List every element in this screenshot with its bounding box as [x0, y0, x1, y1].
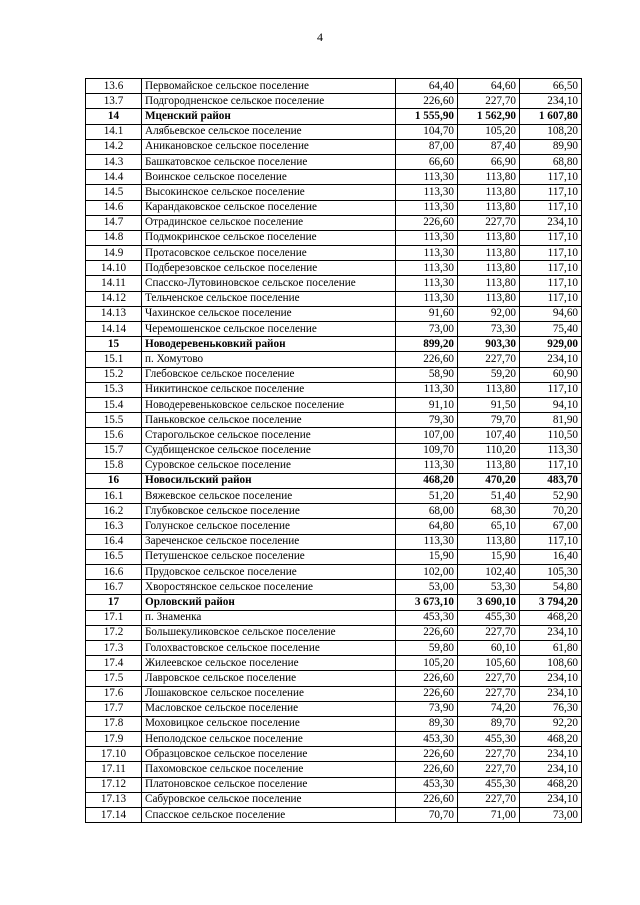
- table-body: [86, 79, 582, 823]
- row-number-cell: 17.5: [86, 671, 142, 686]
- row-number-cell: 17.4: [86, 656, 142, 671]
- table-row: [86, 732, 582, 747]
- settlement-name-cell: Глубковское сельское поселение: [142, 504, 396, 519]
- settlement-name-cell: Тельченское сельское поселение: [142, 291, 396, 306]
- settlement-name-cell: Голунское сельское поселение: [142, 519, 396, 534]
- value-cell-3: 92,20: [520, 716, 582, 731]
- settlement-name-cell: Спасско-Лутовиновское сельское поселение: [142, 276, 396, 291]
- value-cell-3: 117,10: [520, 291, 582, 306]
- value-cell-2: 59,20: [458, 367, 520, 382]
- settlement-name-cell: Подмокринское сельское поселение: [142, 230, 396, 245]
- settlement-name-cell: Жилеевское сельское поселение: [142, 656, 396, 671]
- value-cell-3: 234,10: [520, 625, 582, 640]
- table-row: [86, 458, 582, 473]
- value-cell-1: 64,80: [396, 519, 458, 534]
- settlement-name-cell: Первомайское сельское поселение: [142, 79, 396, 94]
- value-cell-2: 113,80: [458, 185, 520, 200]
- value-cell-1: 113,30: [396, 534, 458, 549]
- settlement-name-cell: Глебовское сельское поселение: [142, 367, 396, 382]
- table-row: [86, 686, 582, 701]
- settlement-name-cell: Новодеревеньковкий район: [142, 337, 396, 352]
- value-cell-1: 109,70: [396, 443, 458, 458]
- settlement-name-cell: Большекуликовское сельское поселение: [142, 625, 396, 640]
- row-number-cell: 16.7: [86, 580, 142, 595]
- table-row: [86, 413, 582, 428]
- value-cell-3: 108,60: [520, 656, 582, 671]
- value-cell-1: 113,30: [396, 185, 458, 200]
- value-cell-2: 51,40: [458, 489, 520, 504]
- value-cell-1: 64,40: [396, 79, 458, 94]
- value-cell-3: 117,10: [520, 200, 582, 215]
- settlement-name-cell: Орловский район: [142, 595, 396, 610]
- row-number-cell: 16.2: [86, 504, 142, 519]
- value-cell-1: 226,60: [396, 762, 458, 777]
- row-number-cell: 14.8: [86, 230, 142, 245]
- settlement-name-cell: Зареченское сельское поселение: [142, 534, 396, 549]
- table-row: [86, 792, 582, 807]
- budget-table: [85, 78, 582, 823]
- value-cell-3: 117,10: [520, 185, 582, 200]
- value-cell-1: 226,60: [396, 94, 458, 109]
- district-row: [86, 109, 582, 124]
- table-row: [86, 352, 582, 367]
- value-cell-3: 483,70: [520, 473, 582, 488]
- value-cell-3: 52,90: [520, 489, 582, 504]
- row-number-cell: 14.14: [86, 322, 142, 337]
- settlement-name-cell: п. Хомутово: [142, 352, 396, 367]
- row-number-cell: 14.1: [86, 124, 142, 139]
- value-cell-3: 117,10: [520, 170, 582, 185]
- row-number-cell: 17.11: [86, 762, 142, 777]
- row-number-cell: 13.7: [86, 94, 142, 109]
- value-cell-1: 89,30: [396, 716, 458, 731]
- table-row: [86, 322, 582, 337]
- settlement-name-cell: Алябьевское сельское поселение: [142, 124, 396, 139]
- value-cell-2: 227,70: [458, 94, 520, 109]
- table-row: [86, 230, 582, 245]
- row-number-cell: 15: [86, 337, 142, 352]
- value-cell-2: 113,80: [458, 276, 520, 291]
- value-cell-3: 81,90: [520, 413, 582, 428]
- value-cell-1: 53,00: [396, 580, 458, 595]
- value-cell-3: 117,10: [520, 382, 582, 397]
- value-cell-1: 113,30: [396, 170, 458, 185]
- table-row: [86, 489, 582, 504]
- row-number-cell: 17.9: [86, 732, 142, 747]
- value-cell-2: 53,30: [458, 580, 520, 595]
- value-cell-3: 108,20: [520, 124, 582, 139]
- value-cell-3: 89,90: [520, 139, 582, 154]
- value-cell-1: 113,30: [396, 291, 458, 306]
- row-number-cell: 14.9: [86, 246, 142, 261]
- table-row: [86, 625, 582, 640]
- settlement-name-cell: Новодеревеньковское сельское поселение: [142, 397, 396, 412]
- value-cell-1: 51,20: [396, 489, 458, 504]
- row-number-cell: 17: [86, 595, 142, 610]
- settlement-name-cell: Хворостянское сельское поселение: [142, 580, 396, 595]
- table-row: [86, 261, 582, 276]
- row-number-cell: 17.13: [86, 792, 142, 807]
- settlement-name-cell: Новосильский район: [142, 473, 396, 488]
- row-number-cell: 14.5: [86, 185, 142, 200]
- value-cell-1: 66,60: [396, 154, 458, 169]
- row-number-cell: 16.4: [86, 534, 142, 549]
- value-cell-1: 79,30: [396, 413, 458, 428]
- row-number-cell: 14.3: [86, 154, 142, 169]
- value-cell-1: 453,30: [396, 610, 458, 625]
- value-cell-1: 58,90: [396, 367, 458, 382]
- settlement-name-cell: п. Знаменка: [142, 610, 396, 625]
- value-cell-2: 455,30: [458, 610, 520, 625]
- settlement-name-cell: Лавровское сельское поселение: [142, 671, 396, 686]
- value-cell-2: 227,70: [458, 686, 520, 701]
- value-cell-3: 117,10: [520, 534, 582, 549]
- value-cell-3: 60,90: [520, 367, 582, 382]
- value-cell-2: 113,80: [458, 382, 520, 397]
- value-cell-1: 453,30: [396, 777, 458, 792]
- value-cell-3: 234,10: [520, 792, 582, 807]
- value-cell-1: 899,20: [396, 337, 458, 352]
- settlement-name-cell: Суровское сельское поселение: [142, 458, 396, 473]
- value-cell-1: 15,90: [396, 549, 458, 564]
- value-cell-1: 59,80: [396, 640, 458, 655]
- value-cell-3: 94,60: [520, 306, 582, 321]
- value-cell-1: 226,60: [396, 215, 458, 230]
- value-cell-1: 87,00: [396, 139, 458, 154]
- value-cell-3: 468,20: [520, 610, 582, 625]
- value-cell-2: 87,40: [458, 139, 520, 154]
- district-row: [86, 473, 582, 488]
- row-number-cell: 13.6: [86, 79, 142, 94]
- value-cell-2: 113,80: [458, 170, 520, 185]
- value-cell-2: 110,20: [458, 443, 520, 458]
- value-cell-1: 113,30: [396, 382, 458, 397]
- value-cell-1: 453,30: [396, 732, 458, 747]
- value-cell-3: 234,10: [520, 215, 582, 230]
- settlement-name-cell: Аникановское сельское поселение: [142, 139, 396, 154]
- value-cell-1: 107,00: [396, 428, 458, 443]
- value-cell-1: 113,30: [396, 230, 458, 245]
- row-number-cell: 16: [86, 473, 142, 488]
- table-row: [86, 124, 582, 139]
- value-cell-2: 15,90: [458, 549, 520, 564]
- value-cell-2: 102,40: [458, 565, 520, 580]
- value-cell-2: 3 690,10: [458, 595, 520, 610]
- value-cell-2: 903,30: [458, 337, 520, 352]
- page-number: 4: [317, 30, 323, 44]
- value-cell-3: 1 607,80: [520, 109, 582, 124]
- row-number-cell: 17.7: [86, 701, 142, 716]
- value-cell-3: 468,20: [520, 732, 582, 747]
- row-number-cell: 15.4: [86, 397, 142, 412]
- value-cell-1: 104,70: [396, 124, 458, 139]
- table-row: [86, 443, 582, 458]
- value-cell-1: 226,60: [396, 671, 458, 686]
- value-cell-1: 113,30: [396, 458, 458, 473]
- value-cell-2: 65,10: [458, 519, 520, 534]
- row-number-cell: 15.5: [86, 413, 142, 428]
- row-number-cell: 16.3: [86, 519, 142, 534]
- value-cell-2: 73,30: [458, 322, 520, 337]
- settlement-name-cell: Подгородненское сельское поселение: [142, 94, 396, 109]
- table-row: [86, 185, 582, 200]
- value-cell-3: 73,00: [520, 808, 582, 823]
- value-cell-3: 70,20: [520, 504, 582, 519]
- value-cell-3: 234,10: [520, 352, 582, 367]
- value-cell-3: 234,10: [520, 686, 582, 701]
- table-row: [86, 701, 582, 716]
- table-row: [86, 504, 582, 519]
- value-cell-2: 64,60: [458, 79, 520, 94]
- value-cell-2: 92,00: [458, 306, 520, 321]
- value-cell-3: 468,20: [520, 777, 582, 792]
- value-cell-3: 117,10: [520, 261, 582, 276]
- value-cell-3: 110,50: [520, 428, 582, 443]
- value-cell-2: 68,30: [458, 504, 520, 519]
- value-cell-1: 73,00: [396, 322, 458, 337]
- value-cell-2: 66,90: [458, 154, 520, 169]
- value-cell-3: 66,50: [520, 79, 582, 94]
- value-cell-2: 113,80: [458, 261, 520, 276]
- settlement-name-cell: Карандаковское сельское поселение: [142, 200, 396, 215]
- row-number-cell: 15.1: [86, 352, 142, 367]
- row-number-cell: 16.6: [86, 565, 142, 580]
- row-number-cell: 14.4: [86, 170, 142, 185]
- value-cell-1: 102,00: [396, 565, 458, 580]
- settlement-name-cell: Пахомовское сельское поселение: [142, 762, 396, 777]
- value-cell-1: 226,60: [396, 747, 458, 762]
- value-cell-1: 226,60: [396, 625, 458, 640]
- value-cell-3: 234,10: [520, 94, 582, 109]
- value-cell-3: 94,10: [520, 397, 582, 412]
- settlement-name-cell: Подберезовское сельское поселение: [142, 261, 396, 276]
- value-cell-2: 113,80: [458, 230, 520, 245]
- value-cell-1: 3 673,10: [396, 595, 458, 610]
- row-number-cell: 17.3: [86, 640, 142, 655]
- settlement-name-cell: Паньковское сельское поселение: [142, 413, 396, 428]
- row-number-cell: 16.5: [86, 549, 142, 564]
- table-row: [86, 610, 582, 625]
- value-cell-2: 89,70: [458, 716, 520, 731]
- table-row: [86, 397, 582, 412]
- value-cell-2: 455,30: [458, 732, 520, 747]
- value-cell-1: 105,20: [396, 656, 458, 671]
- table-row: [86, 671, 582, 686]
- settlement-name-cell: Чахинское сельское поселение: [142, 306, 396, 321]
- row-number-cell: 14.7: [86, 215, 142, 230]
- value-cell-3: 3 794,20: [520, 595, 582, 610]
- value-cell-3: 61,80: [520, 640, 582, 655]
- row-number-cell: 15.8: [86, 458, 142, 473]
- value-cell-2: 91,50: [458, 397, 520, 412]
- value-cell-2: 470,20: [458, 473, 520, 488]
- value-cell-3: 68,80: [520, 154, 582, 169]
- table-row: [86, 139, 582, 154]
- value-cell-2: 227,70: [458, 625, 520, 640]
- settlement-name-cell: Воинское сельское поселение: [142, 170, 396, 185]
- row-number-cell: 14.2: [86, 139, 142, 154]
- row-number-cell: 17.1: [86, 610, 142, 625]
- row-number-cell: 17.8: [86, 716, 142, 731]
- settlement-name-cell: Прудовское сельское поселение: [142, 565, 396, 580]
- row-number-cell: 17.14: [86, 808, 142, 823]
- row-number-cell: 17.6: [86, 686, 142, 701]
- row-number-cell: 14.10: [86, 261, 142, 276]
- value-cell-3: 117,10: [520, 458, 582, 473]
- settlement-name-cell: Мценский район: [142, 109, 396, 124]
- settlement-name-cell: Платоновское сельское поселение: [142, 777, 396, 792]
- settlement-name-cell: Сабуровское сельское поселение: [142, 792, 396, 807]
- value-cell-2: 71,00: [458, 808, 520, 823]
- table-row: [86, 716, 582, 731]
- value-cell-3: 105,30: [520, 565, 582, 580]
- settlement-name-cell: Лошаковское сельское поселение: [142, 686, 396, 701]
- value-cell-3: 117,10: [520, 230, 582, 245]
- row-number-cell: 14.6: [86, 200, 142, 215]
- settlement-name-cell: Черемошенское сельское поселение: [142, 322, 396, 337]
- table-row: [86, 519, 582, 534]
- value-cell-1: 91,10: [396, 397, 458, 412]
- value-cell-2: 113,80: [458, 291, 520, 306]
- value-cell-3: 117,10: [520, 276, 582, 291]
- row-number-cell: 14.11: [86, 276, 142, 291]
- table-row: [86, 656, 582, 671]
- value-cell-3: 16,40: [520, 549, 582, 564]
- value-cell-2: 74,20: [458, 701, 520, 716]
- table-row: [86, 777, 582, 792]
- table-row: [86, 565, 582, 580]
- settlement-name-cell: Судбищенское сельское поселение: [142, 443, 396, 458]
- value-cell-1: 113,30: [396, 276, 458, 291]
- settlement-name-cell: Моховицкое сельское поселение: [142, 716, 396, 731]
- value-cell-3: 117,10: [520, 246, 582, 261]
- table-row: [86, 747, 582, 762]
- value-cell-3: 234,10: [520, 671, 582, 686]
- value-cell-2: 227,70: [458, 671, 520, 686]
- settlement-name-cell: Масловское сельское поселение: [142, 701, 396, 716]
- table-row: [86, 382, 582, 397]
- settlement-name-cell: Никитинское сельское поселение: [142, 382, 396, 397]
- settlement-name-cell: Протасовское сельское поселение: [142, 246, 396, 261]
- settlement-name-cell: Спасское сельское поселение: [142, 808, 396, 823]
- district-row: [86, 595, 582, 610]
- value-cell-1: 113,30: [396, 200, 458, 215]
- settlement-name-cell: Голохвастовское сельское поселение: [142, 640, 396, 655]
- value-cell-3: 54,80: [520, 580, 582, 595]
- settlement-name-cell: Вяжевское сельское поселение: [142, 489, 396, 504]
- row-number-cell: 15.6: [86, 428, 142, 443]
- value-cell-2: 113,80: [458, 200, 520, 215]
- value-cell-2: 113,80: [458, 534, 520, 549]
- table-row: [86, 170, 582, 185]
- value-cell-1: 1 555,90: [396, 109, 458, 124]
- value-cell-1: 73,90: [396, 701, 458, 716]
- row-number-cell: 14.13: [86, 306, 142, 321]
- table-row: [86, 367, 582, 382]
- value-cell-2: 105,20: [458, 124, 520, 139]
- value-cell-2: 455,30: [458, 777, 520, 792]
- value-cell-2: 113,80: [458, 246, 520, 261]
- value-cell-2: 227,70: [458, 792, 520, 807]
- value-cell-1: 70,70: [396, 808, 458, 823]
- row-number-cell: 14.12: [86, 291, 142, 306]
- table-row: [86, 808, 582, 823]
- table-row: [86, 79, 582, 94]
- table-row: [86, 154, 582, 169]
- row-number-cell: 15.7: [86, 443, 142, 458]
- value-cell-2: 227,70: [458, 215, 520, 230]
- value-cell-1: 68,00: [396, 504, 458, 519]
- settlement-name-cell: Башкатовское сельское поселение: [142, 154, 396, 169]
- table-row: [86, 94, 582, 109]
- settlement-name-cell: Высокинское сельское поселение: [142, 185, 396, 200]
- value-cell-2: 227,70: [458, 762, 520, 777]
- value-cell-1: 91,60: [396, 306, 458, 321]
- table-row: [86, 215, 582, 230]
- table-row: [86, 580, 582, 595]
- table-row: [86, 428, 582, 443]
- value-cell-3: 234,10: [520, 747, 582, 762]
- value-cell-1: 113,30: [396, 246, 458, 261]
- row-number-cell: 16.1: [86, 489, 142, 504]
- value-cell-3: 929,00: [520, 337, 582, 352]
- value-cell-3: 234,10: [520, 762, 582, 777]
- value-cell-2: 79,70: [458, 413, 520, 428]
- table-row: [86, 549, 582, 564]
- value-cell-3: 67,00: [520, 519, 582, 534]
- value-cell-2: 113,80: [458, 458, 520, 473]
- value-cell-2: 107,40: [458, 428, 520, 443]
- settlement-name-cell: Неполодское сельское поселение: [142, 732, 396, 747]
- value-cell-1: 226,60: [396, 792, 458, 807]
- table-row: [86, 276, 582, 291]
- value-cell-1: 468,20: [396, 473, 458, 488]
- settlement-name-cell: Отрадинское сельское поселение: [142, 215, 396, 230]
- row-number-cell: 17.10: [86, 747, 142, 762]
- value-cell-1: 226,60: [396, 686, 458, 701]
- value-cell-2: 105,60: [458, 656, 520, 671]
- table-row: [86, 200, 582, 215]
- row-number-cell: 17.12: [86, 777, 142, 792]
- value-cell-2: 60,10: [458, 640, 520, 655]
- value-cell-3: 75,40: [520, 322, 582, 337]
- table-row: [86, 291, 582, 306]
- row-number-cell: 17.2: [86, 625, 142, 640]
- table-row: [86, 306, 582, 321]
- value-cell-2: 227,70: [458, 352, 520, 367]
- table-row: [86, 534, 582, 549]
- settlement-name-cell: Образцовское сельское поселение: [142, 747, 396, 762]
- value-cell-2: 227,70: [458, 747, 520, 762]
- table-row: [86, 640, 582, 655]
- row-number-cell: 15.2: [86, 367, 142, 382]
- value-cell-3: 113,30: [520, 443, 582, 458]
- value-cell-2: 1 562,90: [458, 109, 520, 124]
- table-row: [86, 762, 582, 777]
- settlement-name-cell: Петушенское сельское поселение: [142, 549, 396, 564]
- value-cell-3: 76,30: [520, 701, 582, 716]
- value-cell-1: 226,60: [396, 352, 458, 367]
- district-row: [86, 337, 582, 352]
- settlement-name-cell: Старогольское сельское поселение: [142, 428, 396, 443]
- table-row: [86, 246, 582, 261]
- row-number-cell: 15.3: [86, 382, 142, 397]
- row-number-cell: 14: [86, 109, 142, 124]
- value-cell-1: 113,30: [396, 261, 458, 276]
